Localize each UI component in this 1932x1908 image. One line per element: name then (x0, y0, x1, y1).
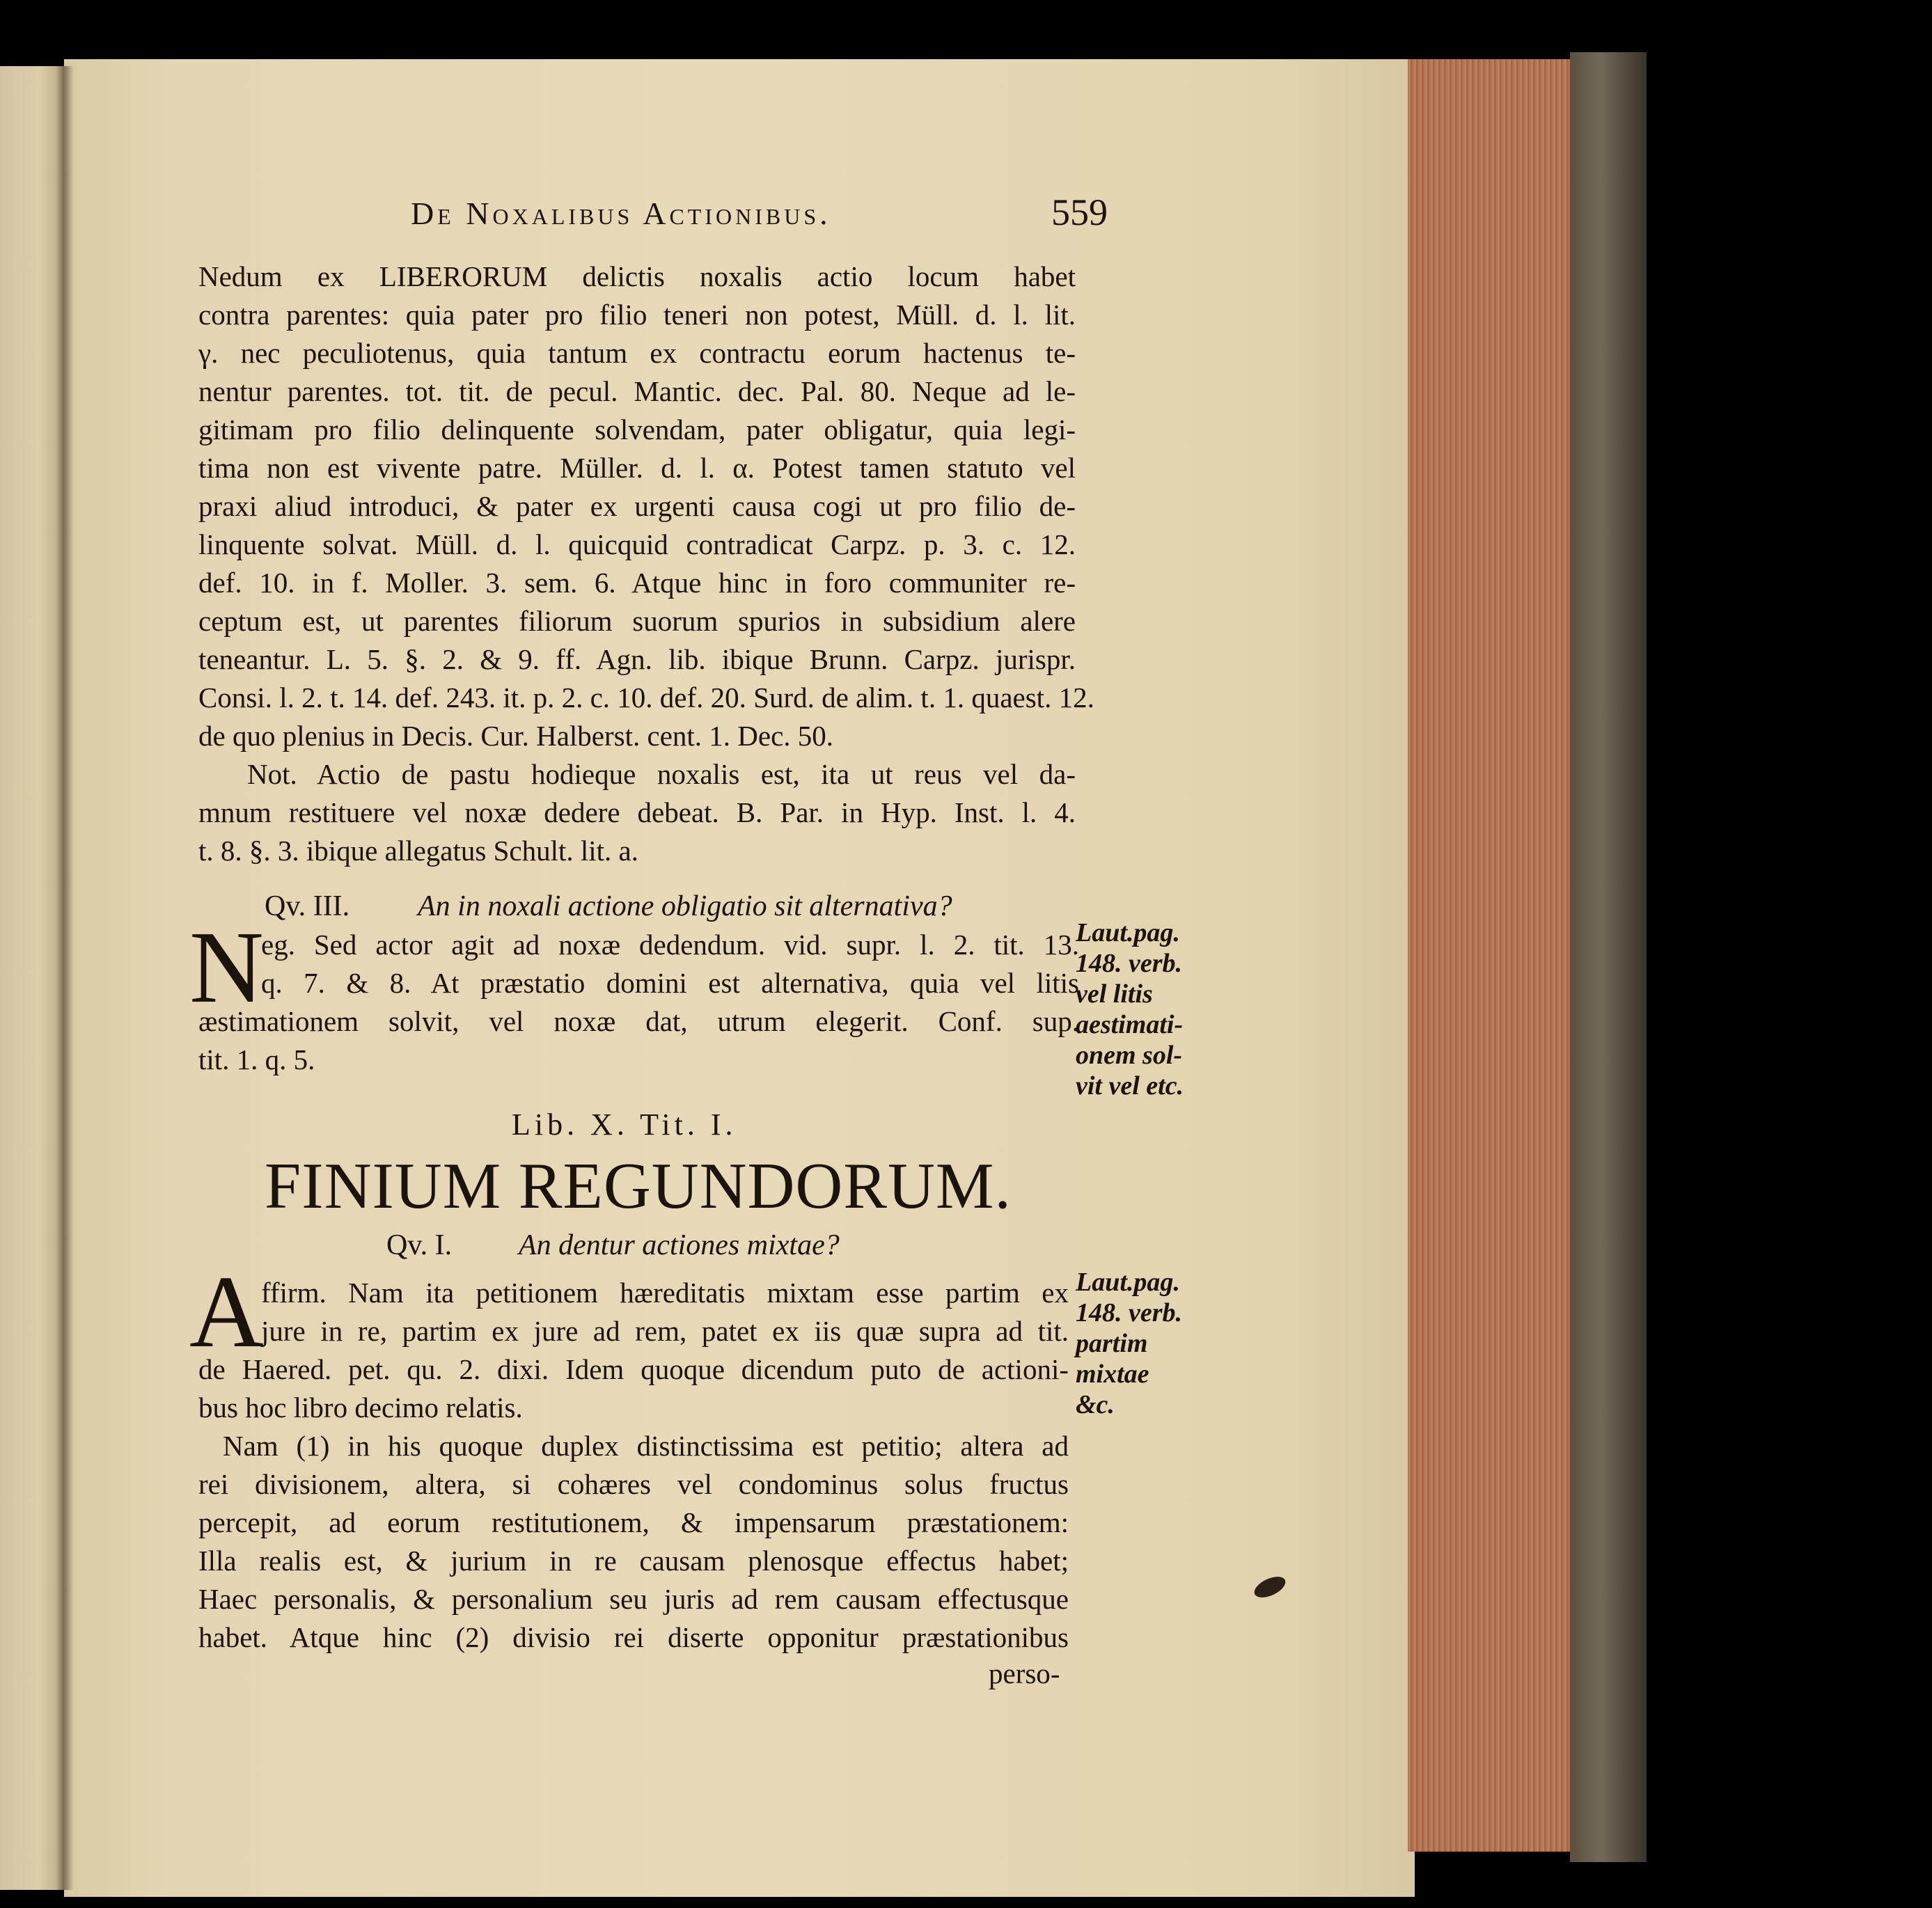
paragraph3-line: Illa realis est, & jurium in re causam plenosque effectus habet; (198, 1545, 1069, 1577)
section-title: FINIUM REGUNDORUM. (265, 1150, 1012, 1222)
paragraph1-line: teneantur. L. 5. §. 2. & 9. ff. Agn. lib. ibique Brunn. Carpz. jurispr. (198, 643, 1076, 675)
paragraph1-line: gitimam pro filio delinquente solvendam, pater obligatur, quia legi- (198, 413, 1076, 446)
paragraph1-line: Nedum ex LIBERORUM delictis noxalis actio locum habet (198, 260, 1076, 292)
paragraph1-line: linquente solvat. Müll. d. l. quicquid contradicat Carpz. p. 3. c. 12. (198, 528, 1076, 560)
page-block-edge (1408, 59, 1575, 1852)
answer-line: tit. 1. q. 5. (198, 1043, 315, 1075)
answer-line: bus hoc libro decimo relatis. (198, 1391, 523, 1424)
question-label: Qv. I. (386, 1229, 453, 1261)
margin-note: Laut.pag. 148. verb. vel litis aestimati- onem sol- vit vel etc. (1076, 918, 1184, 1101)
paragraph2-line: t. 8. §. 3. ibique allegatus Schult. lit. a. (198, 835, 638, 867)
answer-line: æstimationem solvit, vel noxæ dat, utrum elegerit. Conf. sup. (198, 1005, 1079, 1037)
paragraph2-line: mnum restituere vel noxæ dedere debeat. B. Par. in Hyp. Inst. l. 4. (198, 796, 1076, 828)
catchword: perso- (989, 1657, 1060, 1689)
answer-line: eg. Sed actor agit ad noxæ dedendum. vid. supr. l. 2. tit. 13. (261, 929, 1079, 961)
book-gutter (56, 66, 74, 1890)
paragraph1-line: tima non est vivente patre. Müller. d. l. α. Potest tamen statuto vel (198, 452, 1076, 484)
paragraph1-line: contra parentes: quia pater pro filio teneri non potest, Müll. d. l. lit. (198, 299, 1076, 331)
running-title: De Noxalibus Actionibus. (411, 196, 831, 231)
section-reference: Lib. X. Tit. I. (512, 1107, 737, 1142)
paragraph3-line: rei divisionem, altera, si cohæres vel condominus solus fructus (198, 1468, 1069, 1500)
margin-note: Laut.pag. 148. verb. partim mixtae &c. (1076, 1268, 1183, 1419)
drop-cap: A (189, 1255, 264, 1369)
question-text: An dentur actiones mixtae? (519, 1229, 840, 1261)
paragraph3-line: percepit, ad eorum restitutionem, & impensarum præstationem: (198, 1506, 1069, 1538)
book-cover (1570, 52, 1647, 1862)
question-text: An in noxali actione obligatio sit alternativa? (418, 890, 952, 922)
question-label: Qv. III. (265, 890, 350, 922)
drop-cap: N (189, 910, 264, 1025)
paragraph1-line: γ. nec peculiotenus, quia tantum ex contractu eorum hactenus te- (198, 337, 1076, 369)
page-number: 559 (1051, 191, 1108, 233)
paragraph3-line: habet. Atque hinc (2) divisio rei diserte opponitur præstationibus (198, 1621, 1069, 1653)
paragraph1-line: Consi. l. 2. t. 14. def. 243. it. p. 2. c. 10. def. 20. Surd. de alim. t. 1. quaest. 12. (198, 681, 1094, 713)
answer-line: jure in re, partim ex jure ad rem, patet ex iis quæ supra ad tit. (261, 1315, 1069, 1347)
answer-line: ffirm. Nam ita petitionem hæreditatis mixtam esse partim ex (261, 1277, 1069, 1309)
paragraph3-line: Nam (1) in his quoque duplex distinctissima est petitio; altera ad (223, 1430, 1069, 1462)
paragraph1-line: de quo plenius in Decis. Cur. Halberst. cent. 1. Dec. 50. (198, 720, 834, 752)
answer-line: q. 7. & 8. At præstatio domini est alternativa, quia vel litis (261, 967, 1079, 999)
paragraph2-line: Not. Actio de pastu hodieque noxalis est, ita ut reus vel da- (247, 758, 1076, 790)
paragraph1-line: praxi aliud introduci, & pater ex urgenti causa cogi ut pro filio de- (198, 490, 1076, 522)
answer-line: de Haered. pet. qu. 2. dixi. Idem quoque dicendum puto de actioni- (198, 1353, 1069, 1385)
left-page-edge (0, 66, 64, 1890)
paragraph1-line: def. 10. in f. Moller. 3. sem. 6. Atque hinc in foro communiter re- (198, 567, 1076, 599)
paragraph1-line: nentur parentes. tot. tit. de pecul. Mantic. dec. Pal. 80. Neque ad le- (198, 375, 1076, 407)
paragraph3-line: Haec personalis, & personalium seu juris ad rem causam effectusque (198, 1583, 1069, 1615)
paragraph1-line: ceptum est, ut parentes filiorum suorum spurios in subsidium alere (198, 605, 1076, 637)
